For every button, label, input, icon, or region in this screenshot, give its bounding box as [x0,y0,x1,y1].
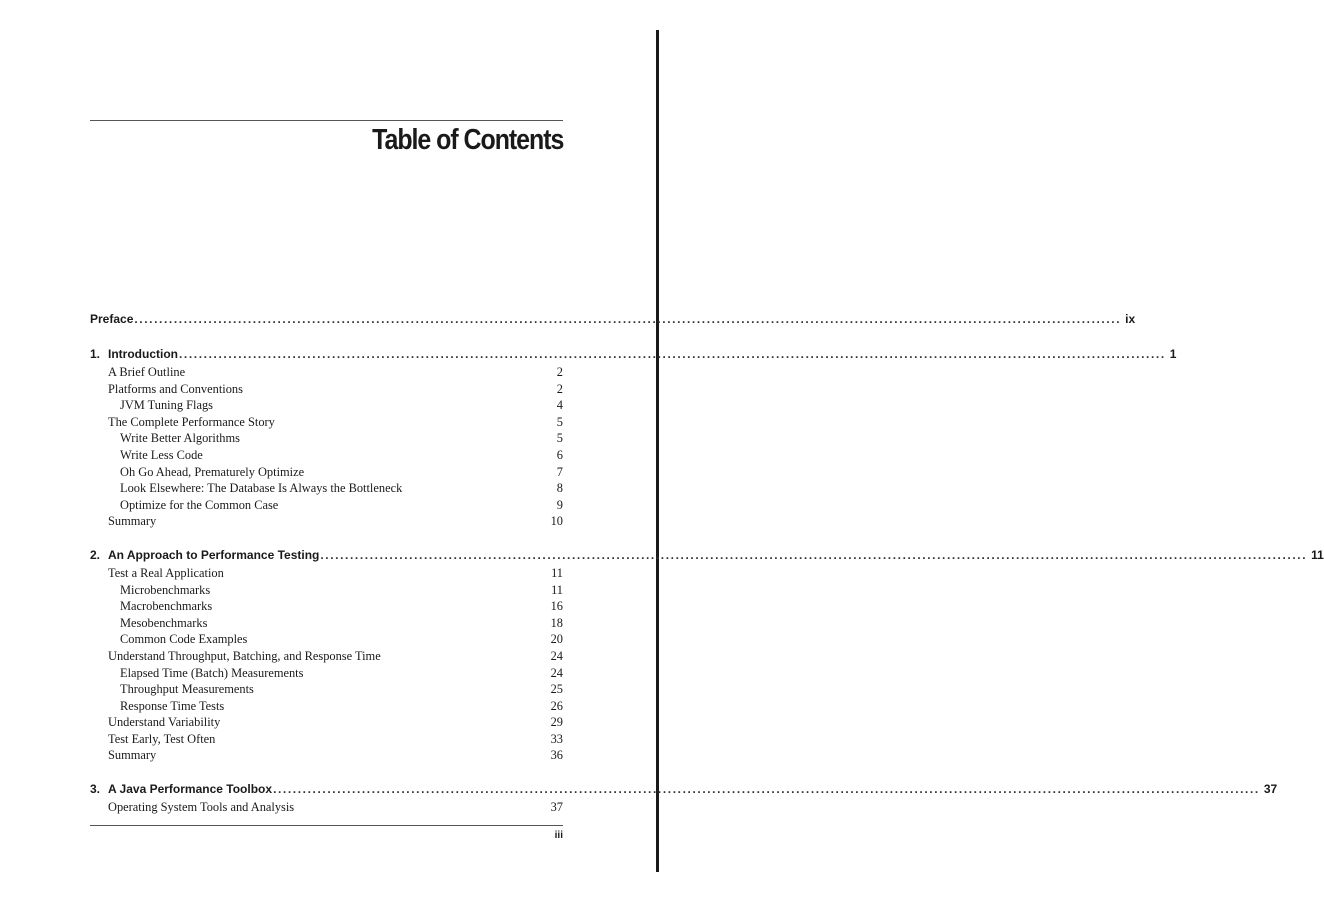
toc-entry[interactable] [90,615,563,632]
toc-entry[interactable] [90,565,563,582]
entry-title: Microbenchmarks [120,582,211,597]
toc-entry[interactable] [90,464,563,481]
dot-leader: ........................................................................................................................................................................................................ [320,547,1308,562]
toc-chapter-row[interactable] [90,344,1177,364]
entry-title: Common Code Examples [120,632,248,647]
entry-title: Oh Go Ahead, Prematurely Optimize [120,464,305,479]
entry-page: 8 [556,481,563,496]
entry-title: JVM Tuning Flags [120,398,213,413]
entry-title: Response Time Tests [120,698,225,713]
toc-entry[interactable] [90,665,563,682]
entry-title: A Brief Outline [108,365,186,379]
toc-entry[interactable] [90,631,563,648]
entry-page: 18 [550,615,563,630]
chapter-title: Introduction [108,347,178,361]
chapter-page: 37 [1263,782,1278,797]
chapter-number: 1. [90,347,101,361]
entry-page: 26 [550,698,563,713]
entry-page: 2 [556,381,563,396]
toc-entry[interactable] [90,598,563,615]
chapter-number: 2. [90,547,101,562]
entry-title: Optimize for the Common Case [120,497,279,512]
entry-title: The Complete Performance Story [108,414,275,429]
entry-title: Operating System Tools and Analysis [108,800,295,815]
toc-entry[interactable] [90,731,563,748]
header-rule [90,120,563,121]
entry-page: 4 [556,398,563,413]
toc-entry[interactable] [90,480,563,497]
toc-entry[interactable] [90,364,563,381]
dot-leader: ........................................................................................................................................................................................................ [273,782,1260,797]
chapter-page: 11 [1311,547,1324,562]
entry-title: Write Better Algorithms [120,431,240,446]
entry-title: Mesobenchmarks [120,615,208,630]
toc-chapter [90,344,1177,530]
entry-page: 9 [556,497,563,512]
toc-entry[interactable] [90,447,563,464]
entry-page: 24 [550,648,563,663]
toc-entry[interactable] [90,381,563,398]
page-title: Table of Contents [371,124,563,156]
entry-page: 20 [550,632,563,647]
entry-title: Test a Real Application [108,565,224,580]
dot-leader: ........................................................................................................................................................................................................ [178,347,1166,361]
toc-entry[interactable] [90,681,563,698]
toc-entry[interactable] [90,648,563,665]
toc-entry[interactable] [90,698,563,715]
entry-page: 25 [550,682,563,697]
toc-entry[interactable] [90,397,563,414]
footer-rule [90,825,563,826]
table-of-contents [90,309,1324,831]
toc-entry[interactable] [90,747,563,764]
dot-leader: ........................................................................................................................................................................................................ [134,312,1122,326]
chapter-title: A Java Performance Toolbox [108,782,273,797]
page-edge-bar [656,30,659,872]
entry-page: 11 [551,582,563,597]
toc-chapter-row[interactable] [90,779,1278,799]
entry-page: 37 [550,800,563,815]
entry-page: 5 [556,414,563,429]
entry-title: Write Less Code [120,447,203,462]
entry-title: Throughput Measurements [120,682,254,697]
page-folio: iii [554,830,563,841]
toc-chapter [90,779,1278,816]
entry-page: 16 [550,599,563,614]
chapter-number: 3. [90,782,101,797]
entry-page: 33 [550,731,563,746]
entry-page: 10 [550,514,563,529]
toc-entry[interactable] [90,582,563,599]
entry-page: 36 [550,748,563,763]
entry-title: Summary [108,748,157,763]
toc-entry[interactable] [90,414,563,431]
toc-entry[interactable] [90,714,563,731]
chapter-title: An Approach to Performance Testing [108,547,320,562]
entry-title: Elapsed Time (Batch) Measurements [120,665,304,680]
toc-chapter [90,545,1324,764]
entry-page: 11 [551,565,563,580]
toc-entry[interactable] [90,430,563,447]
entry-title: Test Early, Test Often [108,731,216,746]
entry-page: 7 [556,464,563,479]
entry-title: Look Elsewhere: The Database Is Always the Bottleneck [120,481,403,496]
toc-entry[interactable] [90,513,563,530]
entry-page: 29 [550,715,563,730]
preface-page: ix [1125,312,1136,326]
entry-page: 24 [550,665,563,680]
entry-title: Understand Throughput, Batching, and Response Time [108,648,381,663]
toc-entry[interactable] [90,497,563,514]
entry-title: Macrobenchmarks [120,599,213,614]
toc-chapter-row[interactable] [90,545,1324,565]
entry-title: Summary [108,514,157,529]
entry-page: 2 [556,365,563,379]
entry-title: Understand Variability [108,715,221,730]
entry-title: Platforms and Conventions [108,381,243,396]
toc-entry[interactable] [90,799,563,816]
chapter-page: 1 [1169,347,1177,361]
entry-page: 5 [556,431,563,446]
toc-preface [90,309,1136,329]
toc-preface-row[interactable] [90,309,1136,329]
entry-page: 6 [556,447,563,462]
preface-title: Preface [90,312,134,326]
